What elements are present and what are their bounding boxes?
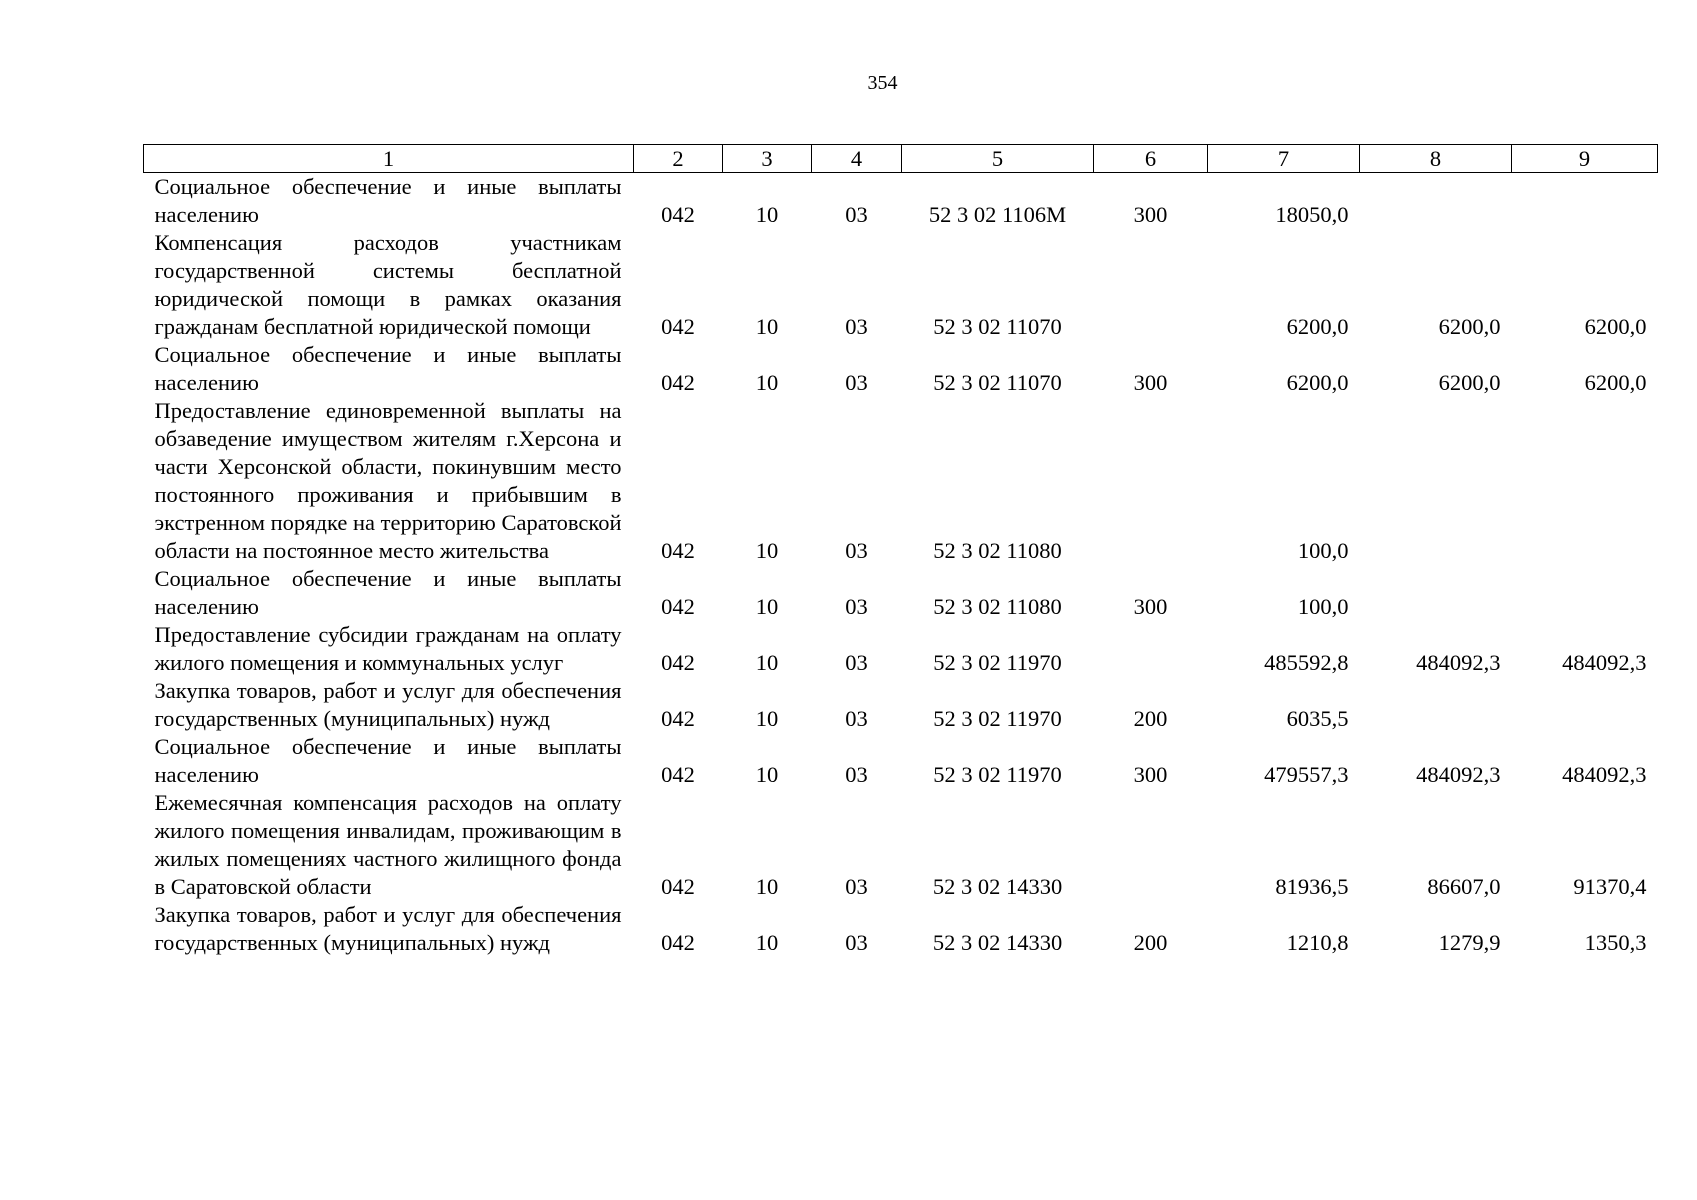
row-col-8 [1360, 173, 1512, 230]
row-col-3: 10 [755, 202, 779, 227]
row-col-6: 200 [1133, 706, 1168, 731]
row-col-3: 10 [755, 650, 779, 675]
row-name: Закупка товаров, работ и услуг для обеспечения государственных (муниципальных) нужд [154, 902, 622, 955]
row-name: Ежемесячная компенсация расходов на оплату жилого помещения инвалидам, проживающим в жилых помещениях частного жилищного фонда в Саратовской области [154, 790, 622, 899]
row-col-7: 6200,0 [1286, 370, 1349, 395]
row-name: Закупка товаров, работ и услуг для обеспечения государственных (муниципальных) нужд [154, 678, 622, 731]
row-col-7: 18050,0 [1275, 202, 1349, 227]
row-col-2: 042 [661, 370, 695, 395]
row-col-4: 03 [845, 930, 868, 955]
row-col-2: 042 [661, 538, 695, 563]
row-name: Социальное обеспечение и иные выплаты населению [154, 566, 622, 619]
row-name: Предоставление субсидии гражданам на оплату жилого помещения и коммунальных услуг [154, 622, 622, 675]
row-col-5: 52 3 02 11070 [933, 370, 1062, 395]
table-row [144, 901, 1658, 957]
row-name: Предоставление единовременной выплаты на обзаведение имуществом жителям г.Херсона и части Херсонской области, покинувшим место постоянного проживания и прибывшим в экстренном порядке на территорию Саратовской области на постоянное место жительства [154, 398, 622, 563]
row-col-4: 03 [845, 706, 868, 731]
header-col-9: 9 [1512, 145, 1658, 173]
row-name: Социальное обеспечение и иные выплаты населению [154, 734, 622, 787]
row-col-8 [1360, 677, 1512, 733]
row-col-7: 479557,3 [1264, 762, 1349, 787]
row-col-3: 10 [755, 930, 779, 955]
table-row [144, 341, 1658, 397]
row-col-9: 484092,3 [1562, 650, 1647, 675]
row-name: Социальное обеспечение и иные выплаты населению [154, 174, 622, 227]
row-col-9 [1512, 565, 1658, 621]
row-col-6 [1094, 621, 1208, 677]
row-col-3: 10 [755, 594, 779, 619]
row-col-5: 52 3 02 11080 [933, 538, 1062, 563]
header-col-2: 2 [634, 145, 723, 173]
row-col-7: 81936,5 [1275, 874, 1349, 899]
row-col-8 [1360, 565, 1512, 621]
header-col-8: 8 [1360, 145, 1512, 173]
row-col-4: 03 [845, 538, 868, 563]
header-col-6: 6 [1094, 145, 1208, 173]
row-col-6: 300 [1133, 202, 1168, 227]
row-col-9: 91370,4 [1573, 874, 1647, 899]
table-row [144, 173, 1658, 230]
header-col-7: 7 [1208, 145, 1360, 173]
row-col-3: 10 [755, 706, 779, 731]
row-col-4: 03 [845, 594, 868, 619]
row-col-6: 300 [1133, 370, 1168, 395]
row-col-8: 484092,3 [1416, 762, 1501, 787]
row-col-8: 484092,3 [1416, 650, 1501, 675]
row-col-8: 86607,0 [1427, 874, 1501, 899]
row-col-7: 100,0 [1297, 538, 1349, 563]
row-col-6: 200 [1133, 930, 1168, 955]
row-col-4: 03 [845, 202, 868, 227]
table-body [144, 173, 1658, 958]
row-col-4: 03 [845, 650, 868, 675]
row-col-3: 10 [755, 874, 779, 899]
row-col-8: 6200,0 [1438, 314, 1501, 339]
row-col-6: 300 [1133, 594, 1168, 619]
row-col-2: 042 [661, 314, 695, 339]
table-row [144, 733, 1658, 789]
page-number: 354 [867, 72, 898, 94]
row-col-9: 484092,3 [1562, 762, 1647, 787]
row-col-5: 52 3 02 14330 [932, 874, 1063, 899]
table-row [144, 229, 1658, 341]
row-col-9 [1512, 173, 1658, 230]
row-col-2: 042 [661, 874, 695, 899]
table-row [144, 565, 1658, 621]
row-col-5: 52 3 02 11970 [933, 650, 1062, 675]
row-col-6 [1094, 229, 1208, 341]
row-col-2: 042 [661, 762, 695, 787]
row-col-5: 52 3 02 11970 [933, 762, 1062, 787]
header-row [144, 145, 1658, 173]
row-col-5: 52 3 02 14330 [932, 930, 1063, 955]
row-col-9 [1512, 677, 1658, 733]
header-col-1: 1 [144, 145, 634, 173]
row-col-2: 042 [661, 706, 695, 731]
row-col-3: 10 [755, 538, 779, 563]
row-col-2: 042 [661, 202, 695, 227]
row-col-5: 52 3 02 11080 [933, 594, 1062, 619]
row-col-7: 6035,5 [1286, 706, 1349, 731]
row-name: Социальное обеспечение и иные выплаты населению [154, 342, 622, 395]
row-col-5: 52 3 02 1106М [928, 202, 1067, 227]
row-col-5: 52 3 02 11970 [933, 706, 1062, 731]
table-row [144, 621, 1658, 677]
budget-table [143, 144, 1658, 957]
row-col-8: 1279,9 [1438, 930, 1501, 955]
row-col-9: 1350,3 [1584, 930, 1647, 955]
row-col-7: 485592,8 [1264, 650, 1349, 675]
header-col-3: 3 [723, 145, 812, 173]
header-col-4: 4 [812, 145, 902, 173]
row-col-7: 100,0 [1297, 594, 1349, 619]
row-col-4: 03 [845, 370, 868, 395]
row-col-7: 6200,0 [1286, 314, 1349, 339]
row-col-6: 300 [1133, 762, 1168, 787]
table-header [144, 145, 1658, 173]
row-col-9: 6200,0 [1584, 314, 1647, 339]
row-col-2: 042 [661, 594, 695, 619]
row-col-3: 10 [755, 370, 779, 395]
row-col-5: 52 3 02 11070 [933, 314, 1062, 339]
row-col-2: 042 [661, 930, 695, 955]
header-col-5: 5 [902, 145, 1094, 173]
row-col-8 [1360, 397, 1512, 565]
row-col-3: 10 [755, 762, 779, 787]
table-row [144, 397, 1658, 565]
row-col-4: 03 [845, 314, 868, 339]
row-col-9: 6200,0 [1584, 370, 1647, 395]
row-col-4: 03 [845, 874, 868, 899]
table-row [144, 789, 1658, 901]
row-col-4: 03 [845, 762, 868, 787]
row-name: Компенсация расходов участникам государственной системы бесплатной юридической помощи в рамках оказания гражданам бесплатной юридической помощи [154, 230, 622, 339]
row-col-8: 6200,0 [1438, 370, 1501, 395]
row-col-3: 10 [755, 314, 779, 339]
row-col-2: 042 [661, 650, 695, 675]
table-row [144, 677, 1658, 733]
row-col-6 [1094, 789, 1208, 901]
row-col-7: 1210,8 [1286, 930, 1349, 955]
row-col-6 [1094, 397, 1208, 565]
row-col-9 [1512, 397, 1658, 565]
